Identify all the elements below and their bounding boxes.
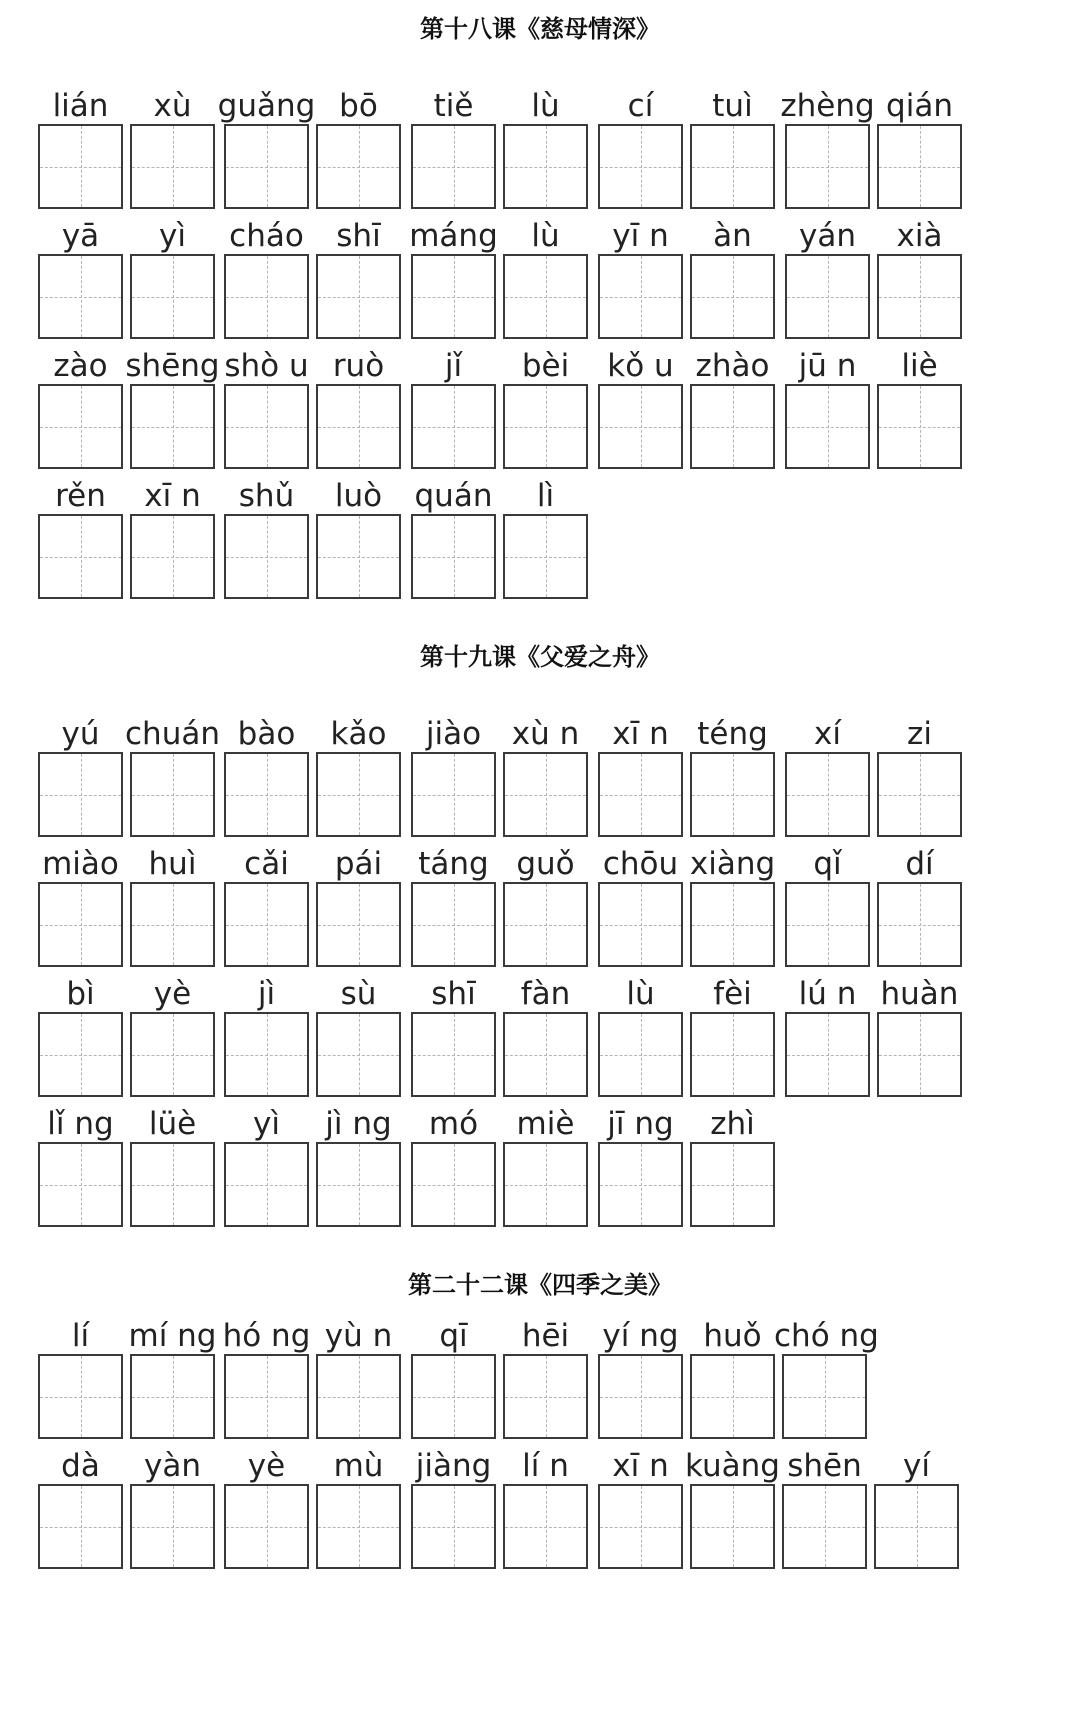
character-writing-box[interactable]: [130, 514, 215, 599]
character-writing-box[interactable]: [785, 384, 870, 469]
character-writing-box[interactable]: [224, 752, 309, 837]
character-writing-box[interactable]: [598, 882, 683, 967]
pinyin-label: lú n: [798, 976, 857, 1012]
pinyin-label: jū n: [798, 348, 857, 384]
pinyin-label: lí: [71, 1318, 90, 1354]
pinyin-label: zi: [907, 716, 932, 752]
character-writing-box[interactable]: [38, 1012, 123, 1097]
character-writing-box[interactable]: [38, 384, 123, 469]
pinyin-label: huàn: [880, 976, 959, 1012]
pinyin-label: cháo: [229, 218, 304, 254]
pinyin-label: shǔ: [238, 478, 295, 514]
pinyin-label: yā: [61, 218, 100, 254]
character-writing-box[interactable]: [503, 384, 588, 469]
character-writing-box[interactable]: [316, 124, 401, 209]
pinyin-label: kuàng: [685, 1448, 780, 1484]
character-writing-box[interactable]: [874, 1484, 959, 1569]
character-writing-box[interactable]: [503, 254, 588, 339]
pinyin-label: cǎi: [244, 846, 289, 882]
character-writing-box[interactable]: [782, 1484, 867, 1569]
character-writing-box[interactable]: [411, 752, 496, 837]
character-writing-box[interactable]: [690, 882, 775, 967]
character-writing-box[interactable]: [411, 882, 496, 967]
pinyin-label: tiě: [433, 88, 474, 124]
character-writing-box[interactable]: [38, 1354, 123, 1439]
pinyin-label: bào: [237, 716, 296, 752]
pinyin-label: chuán: [125, 716, 220, 752]
character-writing-box[interactable]: [316, 752, 401, 837]
pinyin-label: yú: [61, 716, 100, 752]
character-writing-box[interactable]: [690, 752, 775, 837]
character-writing-box[interactable]: [877, 384, 962, 469]
character-writing-box[interactable]: [411, 514, 496, 599]
pinyin-label: [590, 1316, 691, 1356]
pinyin-label: jì: [257, 976, 276, 1012]
character-writing-box[interactable]: [690, 1354, 775, 1439]
pinyin-label: huǒ: [703, 1318, 762, 1354]
pinyin-label: luò: [334, 478, 383, 514]
pinyin-label: zhèng: [780, 88, 875, 124]
character-writing-box[interactable]: [785, 124, 870, 209]
pinyin-label: hēi: [521, 1318, 570, 1354]
pinyin-label: yù n: [324, 1318, 393, 1354]
character-writing-box[interactable]: [598, 1354, 683, 1439]
pinyin-label: táng: [418, 846, 489, 882]
pinyin-part: yí: [602, 1318, 630, 1354]
section-title: 第二十二课《四季之美》: [408, 1270, 672, 1299]
section-title: 第十八课《慈母情深》: [420, 14, 660, 43]
pinyin-label: àn: [713, 218, 752, 254]
pinyin-label: tuì: [712, 88, 753, 124]
character-writing-box[interactable]: [411, 1142, 496, 1227]
pinyin-label: xià: [896, 218, 943, 254]
character-writing-box[interactable]: [316, 1142, 401, 1227]
pinyin-label: yì: [159, 218, 186, 254]
pinyin-label: chōu: [602, 846, 679, 882]
character-writing-box[interactable]: [224, 1012, 309, 1097]
character-writing-box[interactable]: [411, 1484, 496, 1569]
character-writing-box[interactable]: [877, 254, 962, 339]
character-writing-box[interactable]: [598, 752, 683, 837]
pinyin-label: lù: [531, 218, 560, 254]
character-writing-box[interactable]: [130, 1484, 215, 1569]
character-writing-box[interactable]: [316, 254, 401, 339]
pinyin-label: qī: [439, 1318, 468, 1354]
pinyin-label: yàn: [144, 1448, 201, 1484]
pinyin-label: rěn: [55, 478, 106, 514]
character-writing-box[interactable]: [38, 882, 123, 967]
pinyin-label: cí: [627, 88, 654, 124]
character-writing-box[interactable]: [316, 882, 401, 967]
pinyin-label: yán: [799, 218, 856, 254]
character-writing-box[interactable]: [38, 1484, 123, 1569]
pinyin-label: shēn: [787, 1448, 862, 1484]
pinyin-label: lù: [626, 976, 655, 1012]
character-writing-box[interactable]: [782, 1354, 867, 1439]
pinyin-label: kǎo: [330, 716, 387, 752]
character-writing-box[interactable]: [224, 1142, 309, 1227]
character-writing-box[interactable]: [130, 254, 215, 339]
character-writing-box[interactable]: [503, 882, 588, 967]
character-writing-box[interactable]: [785, 882, 870, 967]
pinyin-label: téng: [697, 716, 768, 752]
character-writing-box[interactable]: [224, 1354, 309, 1439]
pinyin-label: bì: [66, 976, 95, 1012]
pinyin-label: yì: [253, 1106, 280, 1142]
pinyin-label: miào: [42, 846, 119, 882]
character-writing-box[interactable]: [690, 1012, 775, 1097]
pinyin-label: xù n: [511, 716, 580, 752]
character-writing-box[interactable]: [224, 254, 309, 339]
character-writing-box[interactable]: [411, 384, 496, 469]
pinyin-label: lián: [52, 88, 109, 124]
character-writing-box[interactable]: [690, 384, 775, 469]
character-writing-box[interactable]: [690, 124, 775, 209]
character-writing-box[interactable]: [130, 1354, 215, 1439]
pinyin-label: jì ng: [325, 1106, 392, 1142]
character-writing-box[interactable]: [598, 384, 683, 469]
pinyin-label: bō: [339, 88, 378, 124]
pinyin-label: yí: [903, 1448, 930, 1484]
pinyin-label: sù: [340, 976, 377, 1012]
character-writing-box[interactable]: [503, 1354, 588, 1439]
character-writing-box[interactable]: [224, 514, 309, 599]
character-writing-box[interactable]: [785, 752, 870, 837]
pinyin-label: zhì: [710, 1106, 755, 1142]
pinyin-label: fàn: [520, 976, 571, 1012]
pinyin-label: liè: [901, 348, 938, 384]
pinyin-label: lí n: [522, 1448, 569, 1484]
pinyin-label: shēng: [125, 348, 220, 384]
character-writing-box[interactable]: [598, 1012, 683, 1097]
pinyin-label: shī: [431, 976, 476, 1012]
character-writing-box[interactable]: [503, 1012, 588, 1097]
character-writing-box[interactable]: [598, 1484, 683, 1569]
pinyin-label: qǐ: [813, 846, 842, 882]
character-writing-box[interactable]: [130, 1012, 215, 1097]
character-writing-box[interactable]: [503, 514, 588, 599]
character-writing-box[interactable]: [38, 752, 123, 837]
pinyin-label: xí: [814, 716, 841, 752]
character-writing-box[interactable]: [130, 124, 215, 209]
character-writing-box[interactable]: [38, 254, 123, 339]
character-writing-box[interactable]: [316, 1012, 401, 1097]
pinyin-label: miè: [516, 1106, 575, 1142]
pinyin-label: zào: [53, 348, 108, 384]
pinyin-part: ng: [639, 1318, 679, 1354]
pinyin-label: xiàng: [689, 846, 776, 882]
character-writing-box[interactable]: [690, 254, 775, 339]
character-writing-box[interactable]: [224, 124, 309, 209]
character-writing-box[interactable]: [411, 254, 496, 339]
pinyin-label: yī n: [612, 218, 669, 254]
pinyin-label: máng: [409, 218, 498, 254]
character-writing-box[interactable]: [411, 1012, 496, 1097]
pinyin-label: bèi: [521, 348, 570, 384]
pinyin-label: dí: [905, 846, 934, 882]
character-writing-box[interactable]: [877, 124, 962, 209]
pinyin-label: yè: [153, 976, 192, 1012]
pinyin-label: mù: [333, 1448, 384, 1484]
character-writing-box[interactable]: [316, 1354, 401, 1439]
character-writing-box[interactable]: [598, 254, 683, 339]
character-writing-box[interactable]: [38, 514, 123, 599]
character-writing-box[interactable]: [316, 1484, 401, 1569]
pinyin-label: dà: [61, 1448, 100, 1484]
pinyin-label: shò u: [224, 348, 309, 384]
character-writing-box[interactable]: [503, 1142, 588, 1227]
pinyin-label: lǐ ng: [47, 1106, 114, 1142]
character-writing-box[interactable]: [598, 124, 683, 209]
character-writing-box[interactable]: [877, 752, 962, 837]
character-writing-box[interactable]: [130, 1142, 215, 1227]
pinyin-label: huì: [148, 846, 197, 882]
pinyin-label: lù: [531, 88, 560, 124]
character-writing-box[interactable]: [690, 1142, 775, 1227]
pinyin-label: kǒ u: [607, 348, 674, 384]
pinyin-label: fèi: [713, 976, 752, 1012]
character-writing-box[interactable]: [224, 882, 309, 967]
pinyin-label: zhào: [695, 348, 770, 384]
character-writing-box[interactable]: [785, 1012, 870, 1097]
pinyin-label: xī n: [612, 716, 669, 752]
pinyin-label: xī n: [144, 478, 201, 514]
pinyin-label: chó ng: [774, 1318, 879, 1354]
character-writing-box[interactable]: [316, 514, 401, 599]
pinyin-label: pái: [334, 846, 383, 882]
pinyin-label: mó: [428, 1106, 479, 1142]
character-writing-box[interactable]: [224, 384, 309, 469]
pinyin-label: qián: [886, 88, 953, 124]
pinyin-label: ruò: [332, 348, 385, 384]
pinyin-label: guǒ: [516, 846, 575, 882]
pinyin-label: quán: [414, 478, 493, 514]
character-writing-box[interactable]: [503, 1484, 588, 1569]
pinyin-label: shī: [336, 218, 381, 254]
character-writing-box[interactable]: [785, 254, 870, 339]
pinyin-label: jǐ: [444, 348, 463, 384]
character-writing-box[interactable]: [130, 882, 215, 967]
pinyin-label: hó ng: [222, 1318, 311, 1354]
character-writing-box[interactable]: [130, 384, 215, 469]
character-writing-box[interactable]: [316, 384, 401, 469]
character-writing-box[interactable]: [411, 1354, 496, 1439]
pinyin-label: xù: [153, 88, 192, 124]
character-writing-box[interactable]: [130, 752, 215, 837]
character-writing-box[interactable]: [224, 1484, 309, 1569]
character-writing-box[interactable]: [690, 1484, 775, 1569]
pinyin-label: mí ng: [128, 1318, 217, 1354]
pinyin-label: xī n: [612, 1448, 669, 1484]
character-writing-box[interactable]: [877, 1012, 962, 1097]
pinyin-label: lüè: [148, 1106, 197, 1142]
character-writing-box[interactable]: [503, 752, 588, 837]
character-writing-box[interactable]: [503, 124, 588, 209]
pinyin-label: jī ng: [607, 1106, 674, 1142]
character-writing-box[interactable]: [598, 1142, 683, 1227]
pinyin-label: lì: [536, 478, 555, 514]
section-title: 第十九课《父爱之舟》: [420, 642, 660, 671]
character-writing-box[interactable]: [38, 1142, 123, 1227]
pinyin-label: yè: [247, 1448, 286, 1484]
pinyin-label: guǎng: [217, 88, 316, 124]
character-writing-box[interactable]: [38, 124, 123, 209]
pinyin-label: jiàng: [415, 1448, 492, 1484]
pinyin-label: jiào: [425, 716, 482, 752]
character-writing-box[interactable]: [411, 124, 496, 209]
character-writing-box[interactable]: [877, 882, 962, 967]
